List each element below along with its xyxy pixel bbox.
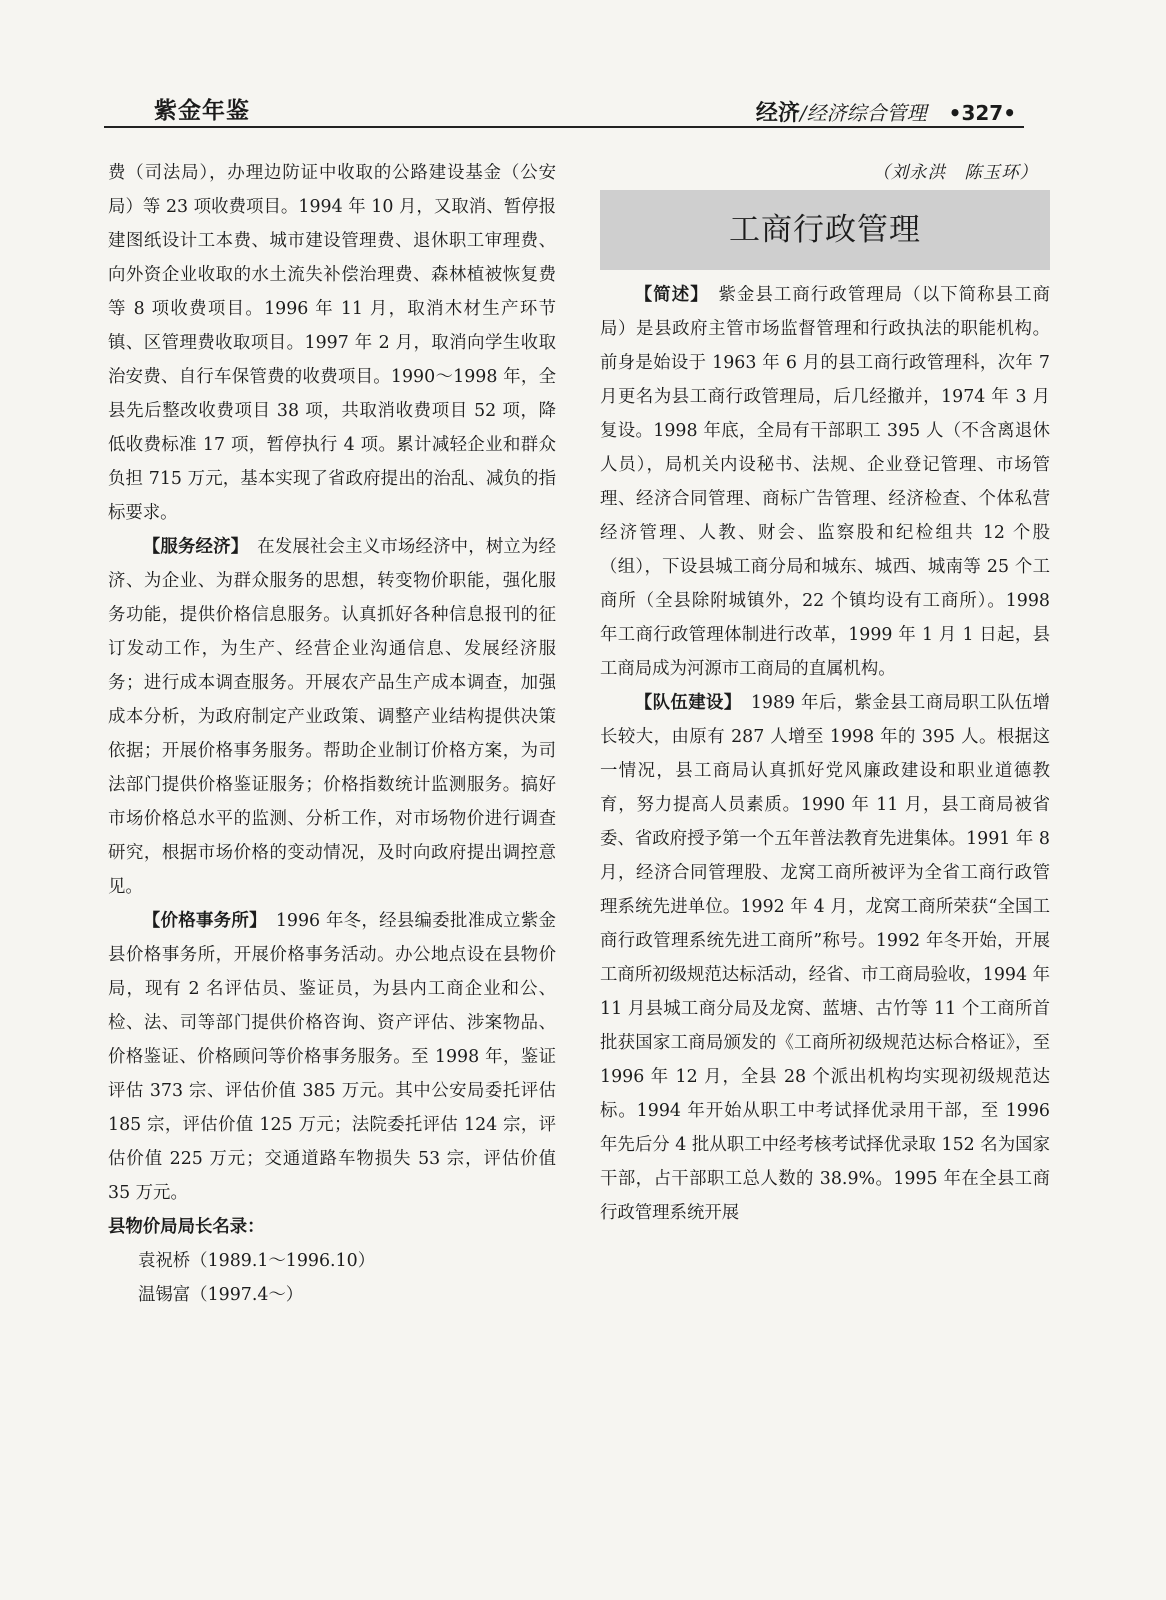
text-service-economy: 在发展社会主义市场经济中，树立为经济、为企业、为群众服务的思想，转变物价职能，强化服务功能，提供价格信息服务。认真抓好各种信息报刊的征订发动工作，为生产、经营企业沟通信息、发展经济服务；进行成本调查服务。开展农产品生产成本调查，加强成本分析，为政府制定产业政策、调整产业结构提供决策依据；开展价格事务服务。帮助企业制订价格方案，为司法部门提供价格鉴证服务；价格指数统计监测服务。搞好市场价格总水平的监测、分析工作，对市场物价进行调查研究，根据市场价格的变动情况，及时向政府提出调控意见。 — [108, 537, 556, 897]
section-title: 工商行政管理 — [729, 212, 921, 248]
paragraph-fee-cancellation: 费（司法局），办理边防证中收取的公路建设基金（公安局）等 23 项收费项目。1994 年 10 月，又取消、暂停报建图纸设计工本费、城市建设管理费、退休职工审理费、向外资企业收取的水土流失补偿治理费、森林植被恢复费等 8 项收费项目。1996 年 11 月，取消木材生产环节镇、区管理费收取项目。1997 年 2 月，取消向学生收取治安费、自行车保管费的收费项目。1990～1998 年，全县先后整改收费项目 38 项，共取消收费项目 52 项，降低收费标准 17 项，暂停执行 4 项。累计减轻企业和群众负担 715 万元，基本实现了省政府提出的治乱、减负的指标要求。 — [108, 163, 556, 523]
text-team-building: 1989 年后，紫金县工商局职工队伍增长较大，由原有 287 人增至 1998 年的 395 人。根据这一情况，县工商局认真抓好党风廉政建设和职业道德教育，努力提高人员素质。1990 年 11 月，县工商局被省委、省政府授予第一个五年普法教育先进集体。1991 年 8 月，经济合同管理股、龙窝工商所被评为全省工商行政管理系统先进单位。1992 年 4 月，龙窝工商所荣获“全国工商行政管理系统先进工商所”称号。1992 年冬开始，开展工商所初级规范达标活动，经省、市工商局验收，1994 年 11 月县城工商分局及龙窝、蓝塘、古竹等 11 个工商所首批获国家工商局颁发的《工商所初级规范达标合格证》，至 1996 年 12 月，全县 28 个派出机构均实现初级规范达标。1994 年开始从职工中考试择优录用干部，至 1996 年先后分 4 批从职工中经考核考试择优录取 152 名为国家干部，占干部职工总人数的 38.9%。1995 年在全县工商行政管理系统开展 — [600, 693, 1050, 1223]
section-name: 经济 — [755, 101, 800, 126]
paragraph-service-economy — [108, 530, 556, 904]
director-entry: 袁祝桥（1989.1～1996.10） — [138, 1251, 376, 1271]
author-credit: （刘永洪 陈玉环） — [872, 163, 1038, 183]
paragraph-team-building — [600, 686, 1050, 1230]
page-header — [0, 0, 1166, 140]
subsection-name: /经济综合管理 — [799, 101, 927, 125]
heading-overview: 【简述】 — [634, 285, 701, 305]
section-title-box — [600, 190, 1050, 270]
directors-heading: 县物价局局长名录： — [108, 1217, 265, 1237]
paragraph-price-office — [108, 904, 556, 1210]
right-column — [600, 156, 1050, 1230]
text-overview: 紫金县工商行政管理局（以下简称县工商局）是县政府主管市场监督管理和行政执法的职能机构。前身是始设于 1963 年 6 月的县工商行政管理科，次年 7 月更名为县工商行政管理局，后几经撤并，1974 年 3 月复设。1998 年底，全局有干部职工 395 人（不含离退休人员），局机关内设秘书、法规、企业登记管理、市场管理、经济合同管理、商标广告管理、经济检查、个体私营经济管理、人教、财会、监察股和纪检组共 12 个股（组），下设县城工商分局和城东、城西、城南等 25 个工商所（全县除附城镇外，22 个镇均设有工商所）。1998 年工商行政管理体制进行改革，1999 年 1 月 1 日起，县工商局成为河源市工商局的直属机构。 — [600, 285, 1050, 679]
page-number: •327• — [948, 101, 1016, 125]
text-price-office: 1996 年冬，经县编委批准成立紫金县价格事务所，开展价格事务活动。办公地点设在县物价局，现有 2 名评估员、鉴证员，为县内工商企业和公、检、法、司等部门提供价格咨询、资产评估、涉案物品、价格鉴证、价格顾问等价格事务服务。至 1998 年，鉴证评估 373 宗、评估价值 385 万元。其中公安局委托评估 185 宗，评估价值 125 万元；法院委托评估 124 宗，评估价值 225 万元；交通道路车物损失 53 宗，评估价值 35 万元。 — [108, 911, 556, 1203]
yearbook-title: 紫金年鉴 — [154, 98, 250, 124]
heading-price-office: 【价格事务所】 — [142, 911, 259, 931]
heading-team-building: 【队伍建设】 — [634, 693, 733, 713]
left-column — [108, 156, 556, 1312]
director-entry: 温锡富（1997.4～） — [138, 1285, 304, 1305]
paragraph-overview — [600, 278, 1050, 686]
header-rule — [104, 126, 1024, 128]
heading-service-economy: 【服务经济】 — [142, 537, 240, 557]
running-header-right — [756, 96, 1016, 127]
